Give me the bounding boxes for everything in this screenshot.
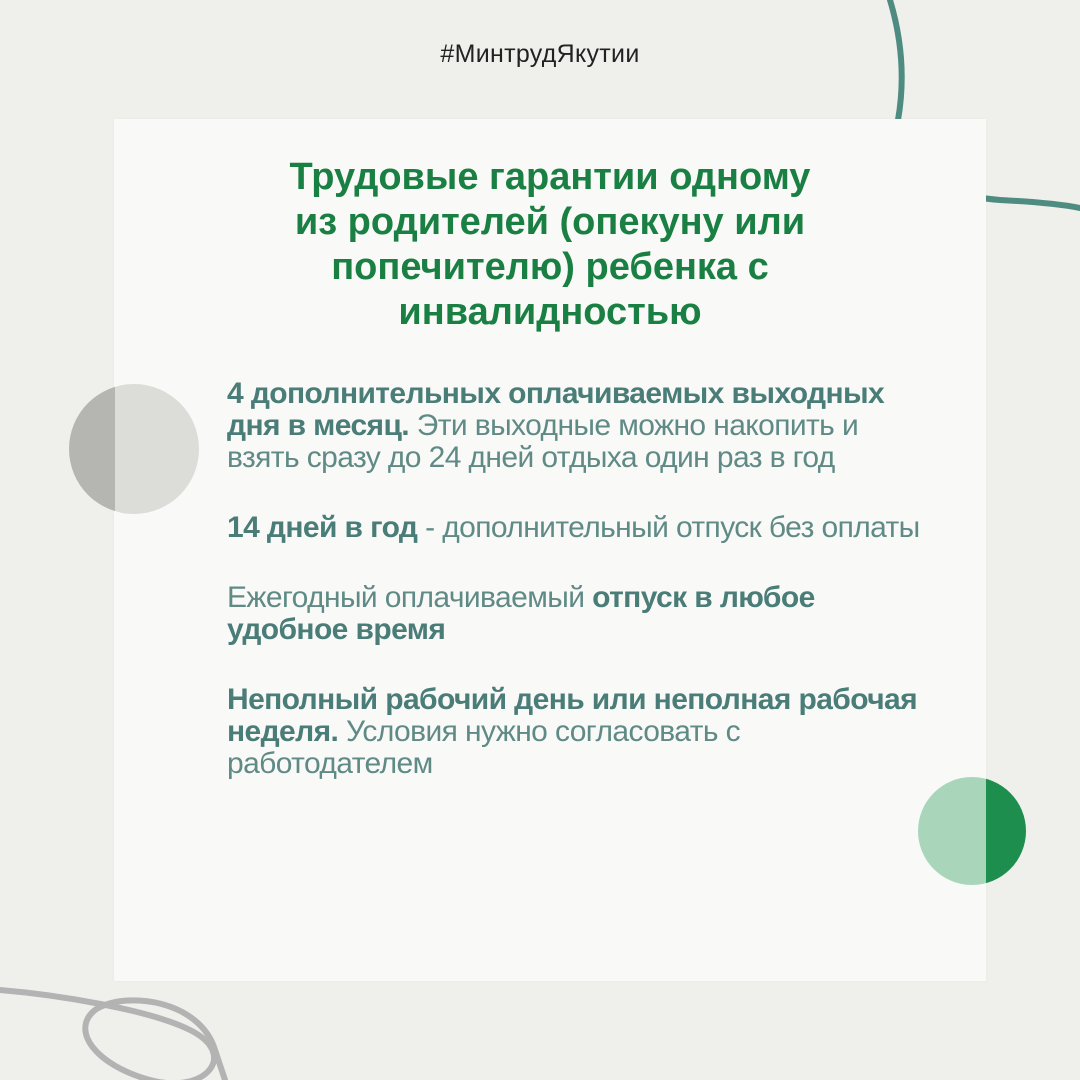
gray-circle-decoration [69, 384, 199, 514]
page-title [114, 155, 986, 335]
item-bold-text: отпуск в любое удобное время [227, 581, 815, 646]
item-text: Ежегодный оплачиваемый [227, 581, 593, 614]
list-item [227, 684, 927, 780]
gray-loop-line [0, 990, 225, 1080]
green-circle-decoration [918, 777, 1026, 885]
title-line: из родителей (опекуну или [294, 201, 806, 243]
title-line: попечителю) ребенка с [331, 246, 769, 288]
item-text: - дополнительный отпуск без оплаты [417, 511, 920, 544]
hashtag: #МинтрудЯкутии [440, 40, 640, 68]
item-bold-text: 4 дополнительных оплачиваемых выходных дня в месяц. [227, 377, 885, 442]
content-card [114, 119, 986, 981]
item-bold-text: 14 дней в год [227, 511, 418, 544]
list-item [227, 582, 927, 646]
title-line: Трудовые гарантии одному [289, 156, 811, 198]
list-item [227, 512, 927, 544]
list-item [227, 378, 927, 474]
title-line: инвалидностью [398, 291, 702, 333]
guarantees-list [227, 378, 927, 818]
item-bold-text: Неполный рабочий день или неполная рабочая неделя. [227, 683, 918, 748]
item-text: Условия нужно согласовать с работодателем [227, 715, 741, 780]
item-text: Эти выходные можно накопить и взять сразу до 24 дней отдыха один раз в год [227, 409, 859, 474]
